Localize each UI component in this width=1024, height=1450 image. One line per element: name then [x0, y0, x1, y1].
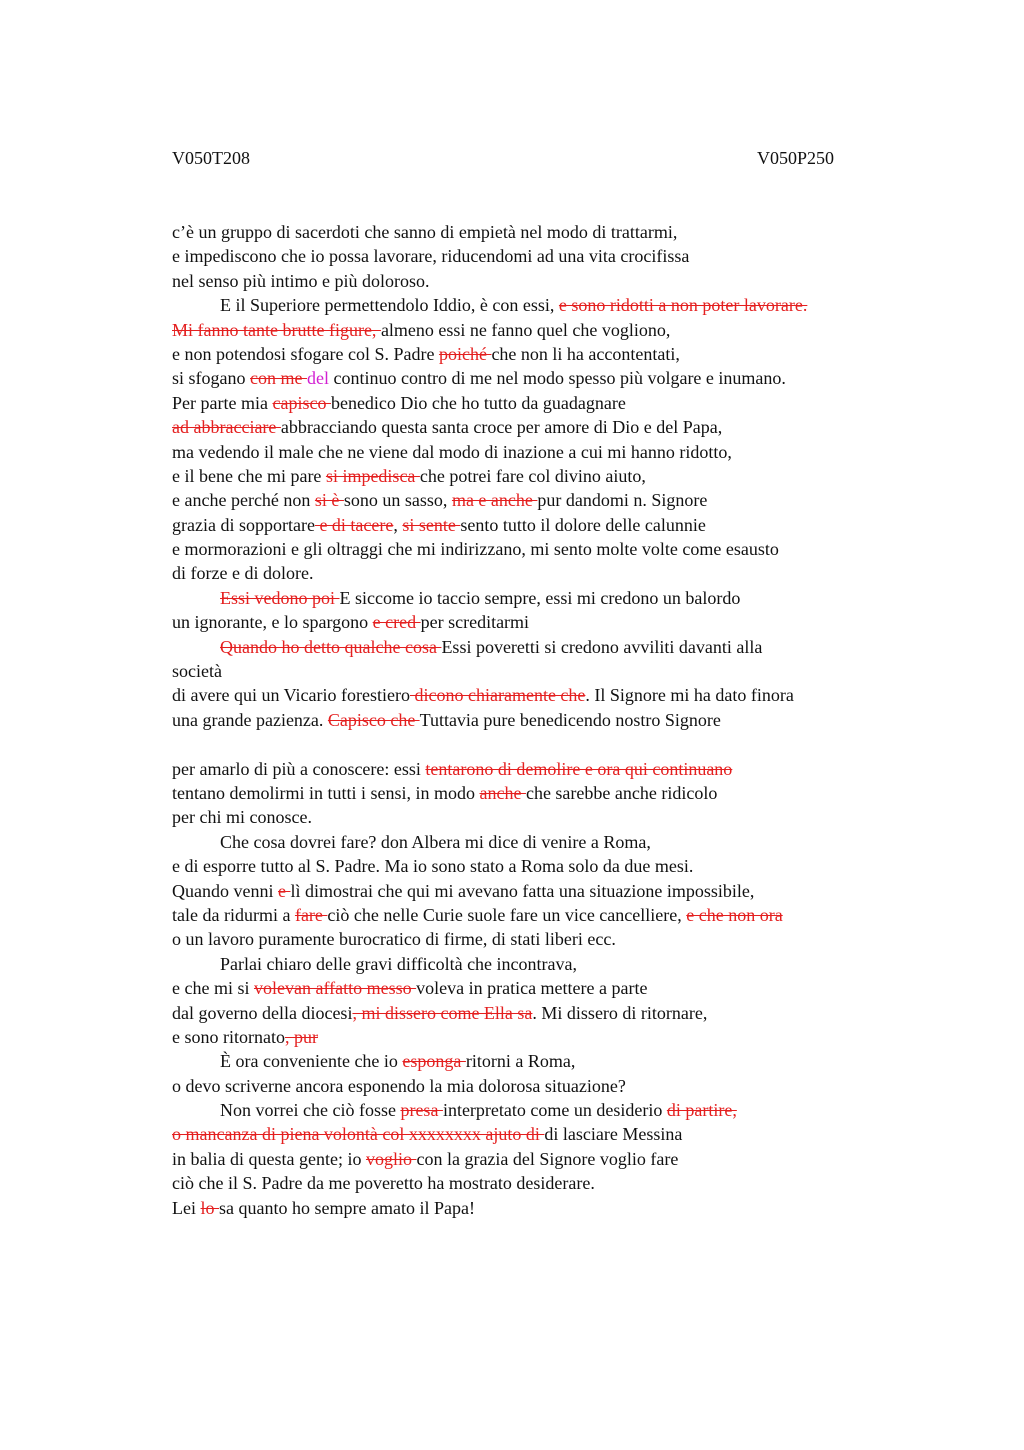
text-segment: . Il Signore mi ha dato finora — [585, 685, 794, 706]
deleted-text: Capisco che — [327, 709, 420, 730]
deleted-text: ma e anche — [451, 490, 538, 511]
text-segment: pur dandomi n. Signore — [537, 490, 708, 511]
text-line — [172, 830, 912, 854]
text-segment: che sarebbe anche ridicolo — [525, 782, 718, 803]
text-line — [172, 342, 912, 366]
text-line — [172, 244, 912, 268]
deleted-text: , pur — [284, 1026, 318, 1047]
text-segment: ciò che nelle Curie suole fare un vice cancelliere, — [327, 904, 687, 925]
text-line — [172, 635, 912, 659]
deleted-text: e — [277, 880, 291, 901]
text-segment: e mormorazioni e gli oltraggi che mi indirizzano, mi sento molte volte come esausto — [172, 539, 779, 560]
text-segment: una grande pazienza. — [172, 709, 328, 730]
text-segment: che potrei fare col divino aiuto, — [419, 465, 646, 486]
text-segment: abbracciando questa santa croce per amore di Dio e del Papa, — [280, 417, 723, 438]
deleted-text: Essi vedono poi — [220, 587, 340, 608]
text-line — [172, 610, 912, 634]
deleted-text: Mi fanno tante brutte figure, — [172, 319, 381, 340]
deleted-text: presa — [400, 1100, 443, 1121]
header-left-code: V050T208 — [172, 148, 250, 168]
text-segment: lì dimostrai che qui mi avevano fatta una situazione impossibile, — [290, 880, 755, 901]
text-line — [172, 537, 912, 561]
deleted-text: esponga — [402, 1051, 466, 1072]
document-body — [172, 220, 912, 1220]
text-segment: e sono ritornato — [172, 1026, 285, 1047]
text-line — [172, 1049, 912, 1073]
text-segment: E il Superiore permettendolo Iddio, è con essi, — [220, 295, 559, 316]
deleted-text: si sente — [402, 514, 461, 535]
deleted-text: tentarono di demolire e ora qui continuano — [425, 758, 733, 779]
text-line — [172, 805, 912, 829]
text-line — [172, 1171, 912, 1195]
text-segment: Lei — [172, 1197, 201, 1218]
text-line — [172, 879, 912, 903]
text-segment: nel senso più intimo e più doloroso. — [172, 270, 430, 291]
text-line — [172, 708, 912, 732]
text-segment: interpretato come un desiderio — [442, 1100, 667, 1121]
text-segment: o un lavoro puramente burocratico di firme, di stati liberi ecc. — [172, 929, 616, 950]
text-segment: sa quanto ho sempre amato il Papa! — [219, 1197, 475, 1218]
text-segment: sento tutto il dolore delle calunnie — [460, 514, 706, 535]
text-segment: di avere qui un Vicario forestiero — [172, 685, 410, 706]
text-line — [172, 440, 912, 464]
deleted-text: poiché — [438, 343, 492, 364]
text-segment: e non potendosi sfogare col S. Padre — [172, 343, 439, 364]
deleted-text: voglio — [365, 1148, 417, 1169]
text-segment: Che cosa dovrei fare? don Albera mi dice di venire a Roma, — [220, 831, 651, 852]
deleted-text: e sono ridotti a non poter lavorare. — [558, 295, 808, 316]
deleted-text: con me — [250, 368, 307, 389]
text-line — [172, 561, 912, 585]
deleted-text: volevan affatto messo — [253, 978, 417, 999]
text-line — [172, 1122, 912, 1146]
blank-line — [172, 732, 912, 756]
text-segment: con la grazia del Signore voglio fare — [416, 1148, 679, 1169]
text-line — [172, 976, 912, 1000]
deleted-text: e che non ora — [686, 904, 783, 925]
text-segment: di lasciare Messina — [544, 1124, 683, 1145]
text-segment: società — [172, 661, 222, 682]
text-line — [172, 1196, 912, 1220]
text-segment: per amarlo di più a conoscere: essi — [172, 758, 426, 779]
deleted-text: di partire, — [666, 1100, 737, 1121]
text-segment: per chi mi conosce. — [172, 807, 312, 828]
text-segment: Parlai chiaro delle gravi difficoltà che incontrava, — [220, 953, 578, 974]
text-segment: e che mi si — [172, 978, 254, 999]
text-line — [172, 903, 912, 927]
text-segment: c’è un gruppo di sacerdoti che sanno di empietà nel modo di trattarmi, — [172, 222, 678, 242]
text-line — [172, 952, 912, 976]
text-segment: Quando venni — [172, 880, 278, 901]
text-line — [172, 318, 912, 342]
deleted-text: dicono chiaramente che — [410, 685, 586, 706]
text-segment: e il bene che mi pare — [172, 465, 326, 486]
deleted-text: capisco — [272, 392, 331, 413]
text-segment: e impediscono che io possa lavorare, riducendomi ad una vita crocifissa — [172, 246, 690, 267]
text-segment: E siccome io taccio sempre, essi mi credono un balordo — [339, 587, 741, 608]
text-segment: continuo contro di me nel modo spesso più volgare e inumano. — [328, 368, 786, 389]
deleted-text: o mancanza di piena volontà col xxxxxxxx ajuto di — [172, 1124, 545, 1145]
text-segment: in balia di questa gente; io — [172, 1148, 366, 1169]
deleted-text: fare — [294, 904, 328, 925]
text-line — [172, 659, 912, 683]
text-segment: voleva in pratica mettere a parte — [416, 978, 648, 999]
text-line — [172, 683, 912, 707]
text-line — [172, 1098, 912, 1122]
text-segment: Per parte mia — [172, 392, 273, 413]
text-segment: benedico Dio che ho tutto da guadagnare — [330, 392, 626, 413]
text-line — [172, 391, 912, 415]
deleted-text: lo — [200, 1197, 220, 1218]
text-segment: per screditarmi — [420, 612, 530, 633]
text-segment: ciò che il S. Padre da me poveretto ha mostrato desiderare. — [172, 1173, 595, 1194]
text-segment: grazia di sopportare — [172, 514, 315, 535]
text-line — [172, 854, 912, 878]
text-segment: ritorni a Roma, — [465, 1051, 576, 1072]
text-line — [172, 415, 912, 439]
text-line — [172, 1074, 912, 1098]
deleted-text: ad abbracciare — [172, 417, 281, 438]
text-line — [172, 1025, 912, 1049]
text-line — [172, 781, 912, 805]
text-line — [172, 757, 912, 781]
text-line — [172, 1147, 912, 1171]
text-line — [172, 586, 912, 610]
text-segment: e anche perché non — [172, 490, 315, 511]
deleted-text: e cred — [372, 612, 421, 633]
text-line — [172, 464, 912, 488]
deleted-text: , mi dissero come Ella sa — [352, 1002, 533, 1023]
text-segment: e di esporre tutto al S. Padre. Ma io sono stato a Roma solo da due mesi. — [172, 856, 694, 877]
text-segment: Essi poveretti si credono avviliti davanti alla — [441, 636, 763, 657]
text-segment: dal governo della diocesi — [172, 1002, 353, 1023]
deleted-text: anche — [479, 782, 526, 803]
header-right-code: V050P250 — [757, 148, 835, 168]
text-segment: sono un sasso, — [343, 490, 452, 511]
text-segment: tentano demolirmi in tutti i sensi, in modo — [172, 782, 480, 803]
text-line — [172, 927, 912, 951]
text-segment: un ignorante, e lo spargono — [172, 612, 373, 633]
text-segment: almeno essi ne fanno quel che vogliono, — [380, 319, 671, 340]
text-line — [172, 269, 912, 293]
deleted-text: e di tacere — [314, 514, 394, 535]
text-line — [172, 220, 912, 244]
inserted-text: del — [306, 368, 329, 389]
text-segment: Tuttavia pure benedicendo nostro Signore — [419, 709, 721, 730]
text-line — [172, 293, 912, 317]
text-line — [172, 1001, 912, 1025]
text-segment: o devo scriverne ancora esponendo la mia dolorosa situazione? — [172, 1075, 626, 1096]
text-segment: . Mi dissero di ritornare, — [532, 1002, 708, 1023]
text-segment: ma vedendo il male che ne viene dal modo di inazione a cui mi hanno ridotto, — [172, 441, 732, 462]
text-segment: che non li ha accontentati, — [491, 343, 680, 364]
deleted-text: si impedisca — [325, 465, 420, 486]
text-segment: tale da ridurmi a — [172, 904, 295, 925]
text-line — [172, 513, 912, 537]
text-line — [172, 488, 912, 512]
deleted-text: si è — [314, 490, 344, 511]
text-segment: Non vorrei che ciò fosse — [220, 1100, 401, 1121]
text-segment: si sfogano — [172, 368, 250, 389]
text-line — [172, 366, 912, 390]
text-segment: , — [393, 514, 403, 535]
text-segment: di forze e di dolore. — [172, 563, 314, 584]
text-segment: È ora conveniente che io — [220, 1051, 403, 1072]
deleted-text: Quando ho detto qualche cosa — [220, 636, 442, 657]
